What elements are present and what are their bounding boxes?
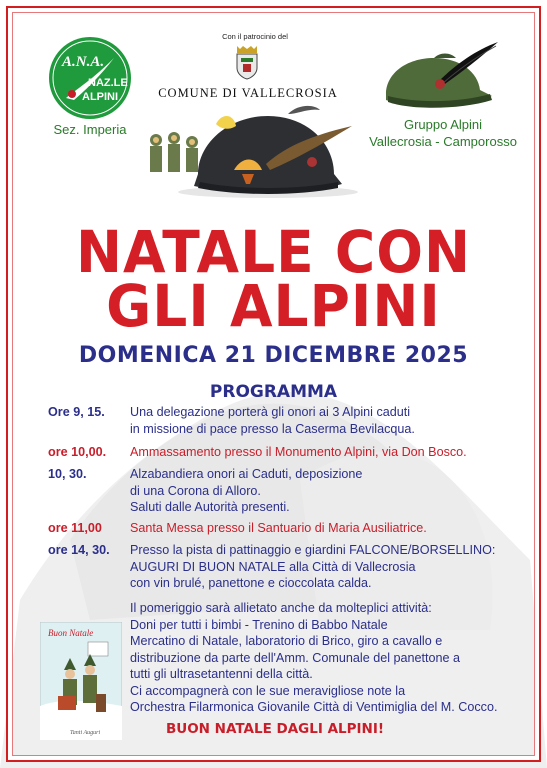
group-caption-line2: Vallecrosia - Camporosso — [369, 134, 517, 149]
program-time: 10, 30. — [48, 467, 87, 481]
main-title-line2: GLI ALPINI — [106, 272, 441, 340]
program-line: con vin brulé, panettone e cioccolata calda. — [130, 576, 372, 590]
municipal-crest-icon — [233, 44, 261, 80]
program-line: in missione di pace presso la Caserma Bevilacqua. — [130, 421, 415, 436]
ana-logo-line2: NAZ.LE — [88, 77, 128, 89]
card-footer: Tanti Auguri — [70, 730, 101, 736]
card-title: Buon Natale — [48, 628, 94, 638]
program-time: ore 14, 30. — [48, 543, 110, 557]
group-caption — [358, 116, 528, 150]
program-line: Doni per tutti i bimbi - Trenino di Babbo Natale — [130, 617, 388, 632]
ana-logo-line1: A.N.A. — [62, 54, 105, 70]
program-line: Orchestra Filarmonica Giovanile Città di Ventimiglia del M. Cocco. — [130, 700, 498, 714]
program-line: di una Corona di Alloro. — [130, 483, 261, 498]
program-line: Una delegazione porterà gli onori ai 3 Alpini caduti — [130, 405, 411, 419]
ana-logo — [48, 36, 132, 120]
christmas-card-illustration — [40, 622, 122, 740]
program-line: Ammassamento presso il Monumento Alpini, via Don Bosco. — [130, 445, 467, 459]
program-line: distribuzione da parte dell'Amm. Comunale del panettone a — [130, 650, 461, 665]
program-description — [130, 466, 530, 516]
program-line: Mercatino di Natale, laboratorio di Brico, giro a cavallo e — [130, 634, 443, 648]
program-line: Alzabandiera onori ai Caduti, deposizione — [130, 467, 363, 481]
ana-section-caption: Sez. Imperia — [53, 122, 127, 137]
program-heading: PROGRAMMA — [209, 382, 338, 402]
program-line: AUGURI DI BUON NATALE alla Città di Vallecrosia — [130, 559, 416, 574]
program-time: ore 11,00 — [48, 521, 102, 535]
program-time: ore 10,00. — [48, 445, 107, 459]
program-description — [130, 444, 530, 461]
program-line: Saluti dalle Autorità presenti. — [130, 500, 290, 514]
main-title-line1: NATALE CON — [75, 218, 472, 286]
alpine-hat-illustration — [138, 104, 358, 202]
program-line: Presso la pista di pattinaggio e giardini FALCONE/BORSELLINO: — [130, 543, 496, 557]
program-time: Ore 9, 15. — [48, 405, 105, 419]
program-description — [130, 542, 530, 592]
program-line: Il pomeriggio sarà allietato anche da molteplici attività: — [130, 601, 432, 615]
program-description — [130, 520, 530, 537]
event-date: DOMENICA 21 DICEMBRE 2025 — [78, 343, 469, 368]
program-description — [130, 600, 530, 716]
program-description — [130, 404, 530, 437]
program-line: Ci accompagnerà con le sue meravigliose note la — [130, 683, 406, 698]
program-line: Santa Messa presso il Santuario di Maria Ausiliatrice. — [130, 521, 427, 535]
patronage-label: Con il patrocinio del — [222, 32, 288, 41]
group-caption-line1: Gruppo Alpini — [403, 117, 483, 132]
ana-logo-line3: ALPINI — [82, 91, 119, 103]
comune-name: COMUNE DI VALLECROSIA — [158, 86, 338, 100]
program-line: tutti gli ultrasetantenni della città. — [130, 667, 313, 681]
closing-greeting: BUON NATALE DAGLI ALPINI! — [165, 721, 385, 737]
alpine-hat-icon — [380, 38, 500, 112]
